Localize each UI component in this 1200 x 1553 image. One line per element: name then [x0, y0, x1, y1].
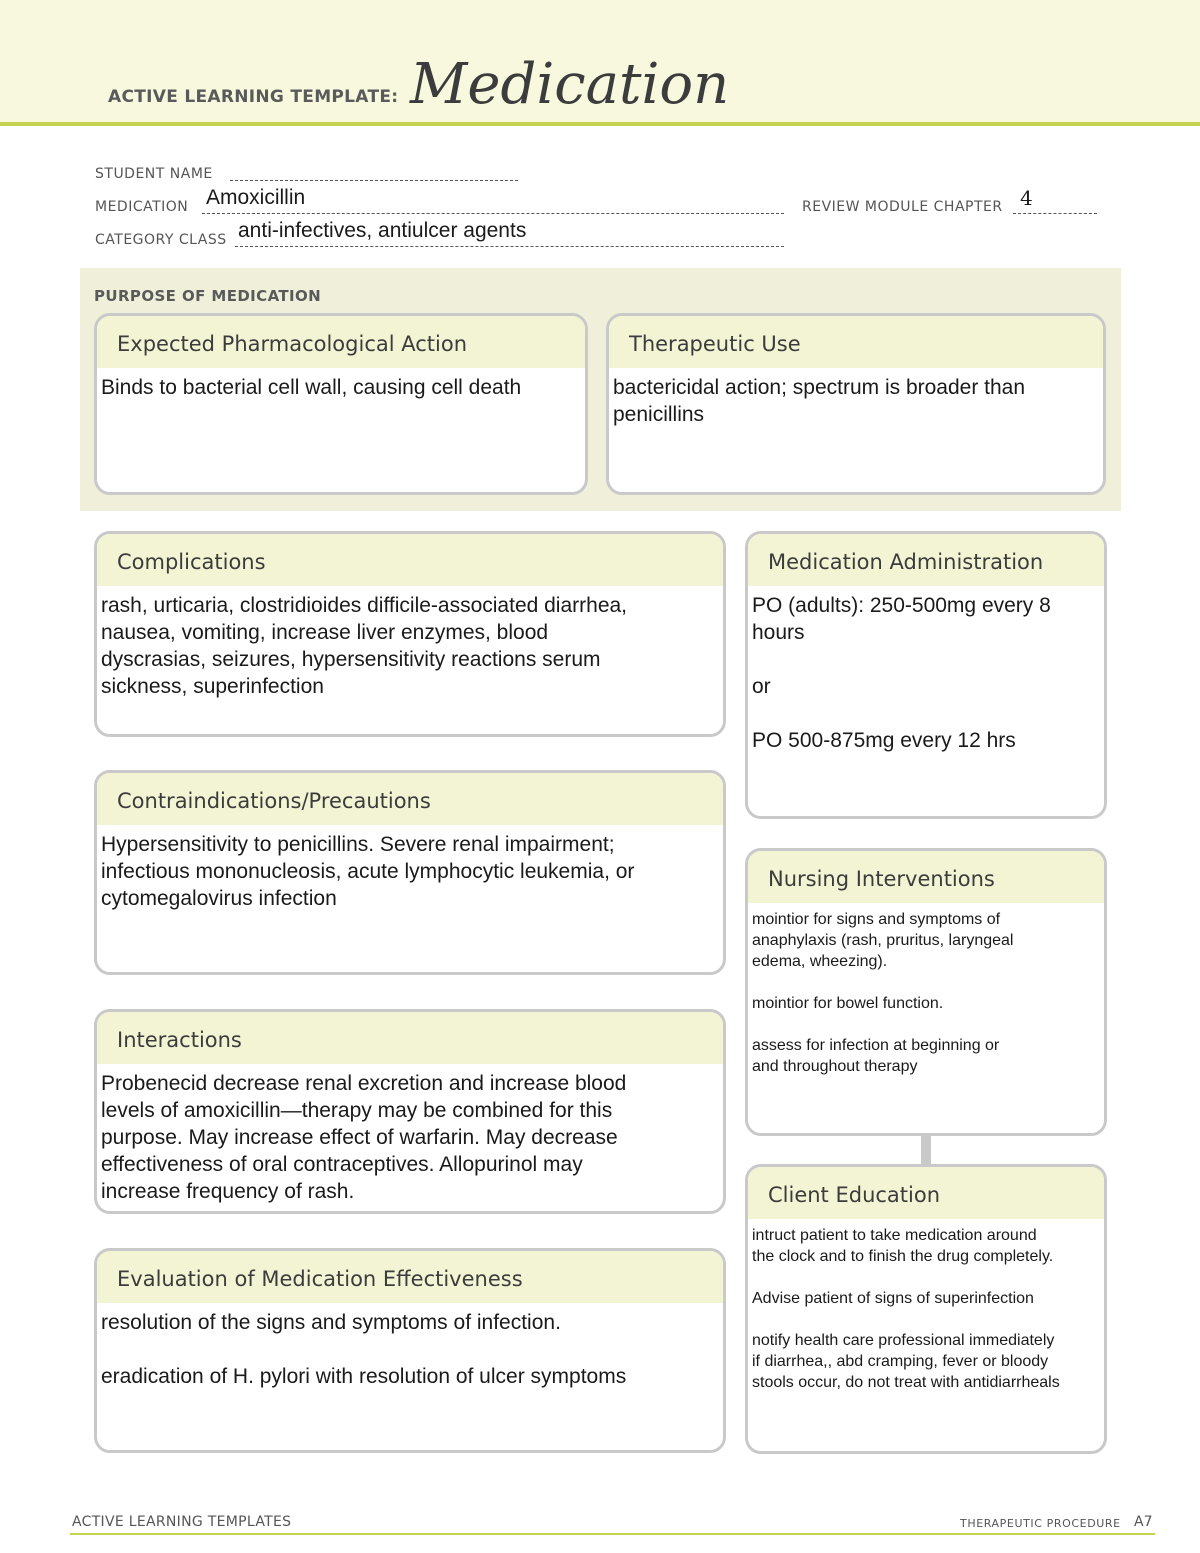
therapeutic-use-title: Therapeutic Use: [609, 316, 1103, 368]
footer-right-label: THERAPEUTIC PROCEDURE: [960, 1517, 1121, 1530]
review-chapter-label: REVIEW MODULE CHAPTER: [802, 199, 1003, 215]
footer-left-label: ACTIVE LEARNING TEMPLATES: [72, 1514, 292, 1530]
administration-text: PO (adults): 250-500mg every 8 hours or PO 500-875mg every 12 hrs: [752, 594, 1051, 752]
review-chapter-value: 4: [1020, 186, 1033, 210]
category-class-label: CATEGORY CLASS: [95, 232, 227, 248]
expected-action-box[interactable]: [94, 313, 588, 495]
client-education-title: Client Education: [748, 1167, 1104, 1219]
page-title: Medication: [410, 52, 730, 117]
therapeutic-use-box[interactable]: [606, 313, 1106, 495]
complications-text: rash, urticaria, clostridioides difficile-associated diarrhea, nausea, vomiting, increase liver enzymes, blood dyscrasias, seizures, hypersensitivity reactions serum sickness, superinfection: [101, 594, 628, 698]
contraindications-title: Contraindications/Precautions: [97, 773, 723, 825]
nursing-interventions-box[interactable]: [745, 848, 1107, 1136]
contraindications-text: Hypersensitivity to penicillins. Severe renal impairment; infectious mononucleosis, acute lymphocytic leukemia, or cytomegalovirus infection: [101, 833, 635, 910]
purpose-section-label: PURPOSE OF MEDICATION: [94, 287, 322, 305]
category-class-value: anti-infectives, antiulcer agents: [238, 219, 527, 242]
evaluation-text: resolution of the signs and symptoms of infection. eradication of H. pylori with resolution of ulcer symptoms: [101, 1311, 627, 1388]
medication-value: Amoxicillin: [206, 186, 306, 209]
student-name-label: STUDENT NAME: [95, 166, 213, 182]
interactions-box[interactable]: [94, 1009, 726, 1214]
header-rule: [0, 122, 1200, 126]
client-education-box[interactable]: [745, 1164, 1107, 1454]
medication-label: MEDICATION: [95, 199, 189, 215]
complications-box[interactable]: [94, 531, 726, 737]
template-label: ACTIVE LEARNING TEMPLATE:: [108, 87, 399, 107]
evaluation-title: Evaluation of Medication Effectiveness: [97, 1251, 723, 1303]
footer-page-number: A7: [1134, 1514, 1153, 1530]
interactions-text: Probenecid decrease renal excretion and increase blood levels of amoxicillin—therapy may be combined for this purpose. May increase effect of warfarin. May decrease effectiveness of oral contraceptives. Allopurinol may increase frequency of rash.: [101, 1072, 627, 1203]
interactions-title: Interactions: [97, 1012, 723, 1064]
complications-title: Complications: [97, 534, 723, 586]
category-class-field[interactable]: [235, 246, 784, 247]
evaluation-box[interactable]: [94, 1248, 726, 1453]
review-chapter-field[interactable]: [1013, 213, 1097, 214]
expected-action-title: Expected Pharmacological Action: [97, 316, 585, 368]
administration-title: Medication Administration: [748, 534, 1104, 586]
client-education-text: intruct patient to take medication around the clock and to finish the drug completely. Advise patient of signs of superinfection notify health care professional immediately if diarrhea,, abd cramping, fever or bloody stools occur, do not treat with antidiarrheals: [752, 1227, 1060, 1391]
expected-action-text: Binds to bacterial cell wall, causing cell death: [101, 376, 522, 399]
medication-field[interactable]: [202, 213, 784, 214]
nursing-interventions-title: Nursing Interventions: [748, 851, 1104, 903]
administration-box[interactable]: [745, 531, 1107, 819]
box-connector: [921, 1135, 931, 1165]
contraindications-box[interactable]: [94, 770, 726, 975]
student-name-field[interactable]: [230, 180, 518, 181]
footer-rule: [70, 1533, 1155, 1535]
nursing-interventions-text: mointior for signs and symptoms of anaphylaxis (rash, pruritus, laryngeal edema, wheezing). mointior for bowel function. assess for infection at beginning or and throughout therapy: [752, 911, 1014, 1075]
therapeutic-use-text: bactericidal action; spectrum is broader than penicillins: [613, 376, 1026, 426]
